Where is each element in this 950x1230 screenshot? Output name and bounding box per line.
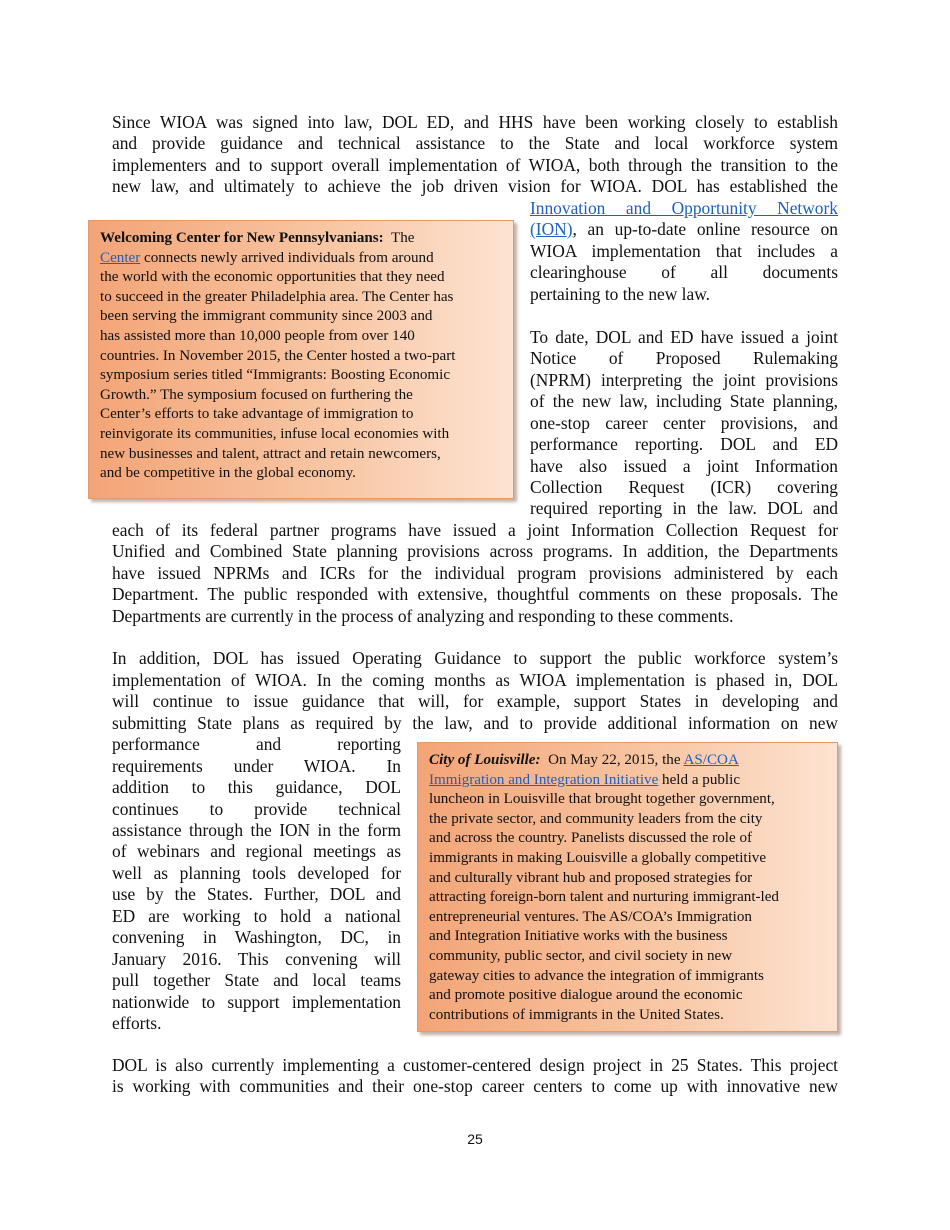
para2-line: one-stop career center provisions, and: [530, 413, 838, 433]
para3-line: January 2016. This convening will: [112, 949, 401, 969]
callout-box-louisville: [417, 742, 838, 1032]
para4-line: DOL is also currently implementing a customer-centered design project in 25 States. This project: [112, 1055, 838, 1075]
para3-line: submitting State plans as required by the law, and to provide additional information on new: [112, 713, 838, 733]
callout-line: entrepreneurial ventures. The AS/COA’s Immigration: [429, 908, 752, 925]
callout-line: community, public sector, and civil society in new: [429, 947, 733, 964]
callout-line: reinvigorate its communities, infuse local economies with: [100, 425, 450, 442]
callout-line: [429, 771, 837, 791]
callout-line: [100, 229, 513, 249]
callout-title: Welcoming Center for New Pennsylvanians:: [100, 230, 384, 246]
callout-line: new businesses and talent, attract and retain newcomers,: [100, 445, 441, 462]
callout-line: to succeed in the greater Philadelphia area. The Center has: [100, 288, 454, 305]
callout-line: the private sector, and community leaders from the city: [429, 810, 763, 827]
para3-line: addition to this guidance, DOL: [112, 777, 401, 797]
para2-line: each of its federal partner programs have issued a joint Information Collection Request for: [112, 520, 838, 540]
para2-line: required reporting in the law. DOL and: [530, 498, 838, 518]
center-link[interactable]: Center: [100, 249, 141, 266]
para3-line: ED are working to hold a national: [112, 906, 401, 926]
ion-link-continued[interactable]: (ION): [530, 219, 573, 239]
para3-line: efforts.: [112, 1013, 162, 1033]
para2-line: Collection Request (ICR) covering: [530, 477, 838, 497]
para3-line: will continue to issue guidance that will, for example, support States in developing and: [112, 691, 838, 711]
para3-line: pull together State and local teams: [112, 970, 401, 990]
callout-line: symposium series titled “Immigrants: Boosting Economic: [100, 367, 451, 384]
callout-line: gateway cities to advance the integration of immigrants: [429, 967, 764, 984]
para3-line: convening in Washington, DC, in: [112, 927, 401, 947]
para2-line: Unified and Combined State planning provisions across programs. In addition, the Departments: [112, 541, 838, 561]
para2-line: of the new law, including State planning,: [530, 391, 838, 411]
callout-line: attracting foreign-born talent and nurturing immigrant-led: [429, 889, 779, 906]
para3-line: continues to provide technical: [112, 799, 401, 819]
para2-line: Department. The public responded with extensive, thoughtful comments on these proposals. The: [112, 584, 838, 604]
para2-line: To date, DOL and ED have issued a joint: [530, 327, 838, 347]
intro-line: Since WIOA was signed into law, DOL ED, and HHS have been working closely to establish: [112, 112, 838, 132]
callout-text: connects newly arrived individuals from around: [140, 249, 434, 266]
para3-line: assistance through the ION in the form: [112, 820, 401, 840]
callout-text: held a public: [658, 771, 741, 788]
callout-line: contributions of immigrants in the United States.: [429, 1006, 724, 1023]
ion-link[interactable]: Innovation and Opportunity Network: [530, 198, 838, 218]
callout-line: countries. In November 2015, the Center hosted a two-part: [100, 347, 456, 364]
para3-line: nationwide to support implementation: [112, 992, 401, 1012]
para3-line: implementation of WIOA. In the coming months as WIOA implementation is phased in, DOL: [112, 670, 838, 690]
callout-line: [429, 751, 837, 771]
callout-line: immigrants in making Louisville a globally competitive: [429, 849, 767, 866]
para3-line: requirements under WIOA. In: [112, 756, 401, 776]
para2-line: have also issued a joint Information: [530, 456, 838, 476]
intro-line: implementers and to support overall implementation of WIOA, both through the transition to the: [112, 155, 838, 175]
ascoa-link[interactable]: AS/COA: [683, 752, 739, 768]
para2-line: performance reporting. DOL and ED: [530, 434, 838, 454]
callout-line: and Integration Initiative works with the business: [429, 928, 728, 945]
para2-line: (NPRM) interpreting the joint provisions: [530, 370, 838, 390]
intro-line: pertaining to the new law.: [530, 284, 710, 304]
para3-line: In addition, DOL has issued Operating Guidance to support the public workforce system’s: [112, 648, 838, 668]
intro-line: new law, and ultimately to achieve the job driven vision for WIOA. DOL has established the: [112, 176, 838, 196]
callout-text: The: [390, 230, 415, 246]
callout-line: luncheon in Louisville that brought together government,: [429, 791, 775, 808]
para3-line: well as planning tools developed for: [112, 863, 401, 883]
intro-line: and provide guidance and technical assistance to the State and local workforce system: [112, 133, 838, 153]
intro-line: WIOA implementation that includes a: [530, 241, 838, 261]
callout-line: and culturally vibrant hub and proposed strategies for: [429, 869, 753, 886]
callout-box-welcoming-center: [88, 220, 514, 499]
callout-line: the world with the economic opportunities that they need: [100, 269, 445, 286]
callout-text: On May 22, 2015, the: [548, 752, 681, 768]
callout-line: been serving the immigrant community since 2003 and: [100, 308, 433, 325]
intro-ion-line: [530, 219, 838, 240]
para2-line: have issued NPRMs and ICRs for the individual program provisions administered by each: [112, 563, 838, 583]
intro-line: clearinghouse of all documents: [530, 262, 838, 282]
callout-line: Center’s efforts to take advantage of immigration to: [100, 406, 414, 423]
para2-line: Notice of Proposed Rulemaking: [530, 348, 838, 368]
callout-line: and across the country. Panelists discussed the role of: [429, 830, 753, 847]
callout-line: has assisted more than 10,000 people from over 140: [100, 327, 415, 344]
para3-line: of webinars and regional meetings as: [112, 841, 401, 861]
callout-line: and be competitive in the global economy.: [100, 465, 356, 482]
callout-line: and promote positive dialogue around the economic: [429, 987, 743, 1004]
intro-ion-line: [530, 198, 838, 219]
para3-line: use by the States. Further, DOL and: [112, 884, 401, 904]
callout-line: [100, 249, 513, 269]
callout-line: Growth.” The symposium focused on furthering the: [100, 386, 413, 403]
ascoa-link-continued[interactable]: Immigration and Integration Initiative: [429, 771, 659, 788]
intro-text: , an up-to-date online resource on: [572, 219, 838, 239]
para2-line: Departments are currently in the process of analyzing and responding to these comments.: [112, 606, 734, 626]
para4-line: is working with communities and their one-stop career centers to come up with innovative new: [112, 1076, 838, 1096]
page-number: 25: [467, 1131, 483, 1147]
callout-title: City of Louisville:: [429, 752, 541, 768]
para3-line: performance and reporting: [112, 734, 401, 754]
